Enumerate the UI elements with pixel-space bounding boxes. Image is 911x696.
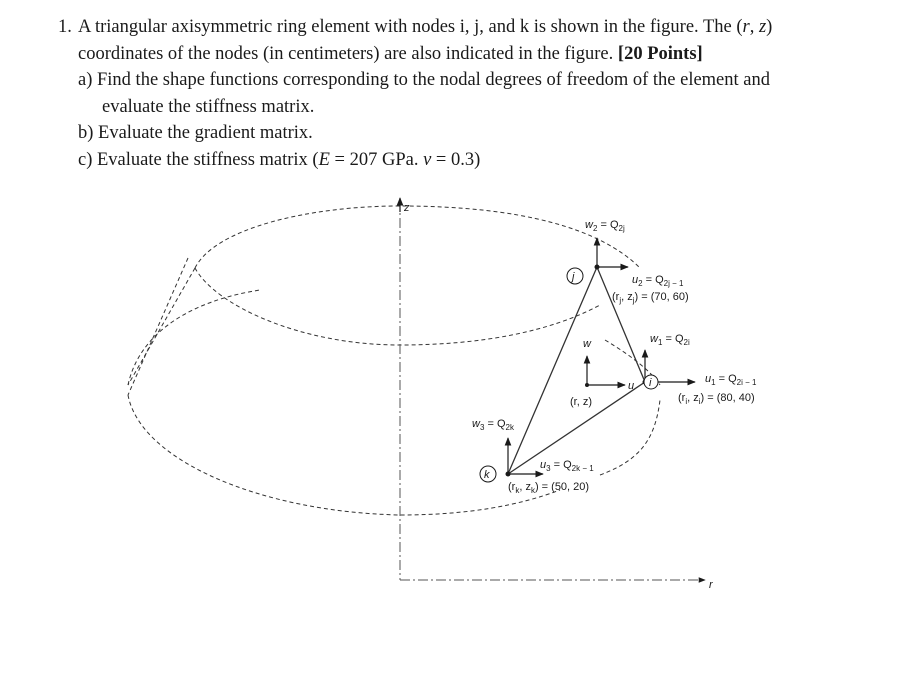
r-axis-label: r [709,579,713,591]
part-b-label: b) [78,123,94,143]
node-j-label: j [572,271,575,283]
node-i-coord: ($r_i$, $z_i) = (80$, 40) [678,392,755,406]
z-axis-label: z [404,202,410,214]
top-ellipse-back [195,206,640,268]
node-k-coord: ($r_k$, $z_k) = (50$, 20) [508,481,590,495]
intro-r: r [742,17,750,37]
part-c-text-b: = 207 GPa. [329,149,424,170]
u1-label: $u_1 = Q_{2i - 1}$ [705,373,757,387]
nodal-dof-arrows [508,238,695,474]
points-label: [20 Points] [617,43,703,64]
node-k-label: k [484,469,490,481]
bottom-ellipse-back-left [128,290,260,385]
intro-comma: , [749,17,759,37]
node-j-coord: ($r_j$, $z_j) = (70$, 60) [612,291,689,305]
interior-w-label: w [583,338,591,350]
node-k-point [506,472,511,477]
part-a-text: Find the shape functions corresponding to the nodal degrees of freedom of the element and [97,70,770,90]
intro-text-a: A triangular axisymmetric ring element with nodes i, j, and k is shown in the figure. The ( [78,17,743,37]
interior-point-label: (r, z) [570,396,592,408]
w3-label: $w_3 = Q_{2k}$ [472,418,514,432]
bottom-ellipse-front [128,395,560,515]
part-c-nu: v [423,149,432,170]
intro-line2-text: coordinates of the nodes (in centimeters) are also indicated in the figure. [78,43,614,64]
bottom-ellipse-front-right [600,400,660,475]
left-edge-back [128,268,195,385]
part-a-text-2: evaluate the stiffness matrix. [102,96,315,117]
node-j-circle [567,268,583,284]
u2-label: $u_2 = Q_{2j - 1}$ [632,274,684,288]
w1-label: $w_1 = Q_{2i}$ [650,333,690,347]
part-c-text-c: = 0.3) [431,149,481,170]
node-j-point [595,265,600,270]
part-c-E: E [318,149,330,170]
part-a-label: a) [78,70,93,90]
top-ellipse-front [195,268,600,345]
node-i-label: i [649,377,652,389]
axes [400,198,714,591]
intro-text-b: ) [766,17,773,37]
intro-z: z [758,17,767,37]
left-edge-front [128,258,188,395]
part-c-label: c) [78,149,93,170]
interior-point [585,383,589,387]
interior-u-label: u [628,380,635,392]
question-number: 1. [58,17,72,37]
part-c-text-a: Evaluate the stiffness matrix ( [97,149,319,170]
w2-label: $w_2 = Q_{2j}$ [585,219,625,233]
u3-label: $u_3 = Q_{2k - 1}$ [540,459,594,473]
part-b-text: Evaluate the gradient matrix. [98,123,313,143]
